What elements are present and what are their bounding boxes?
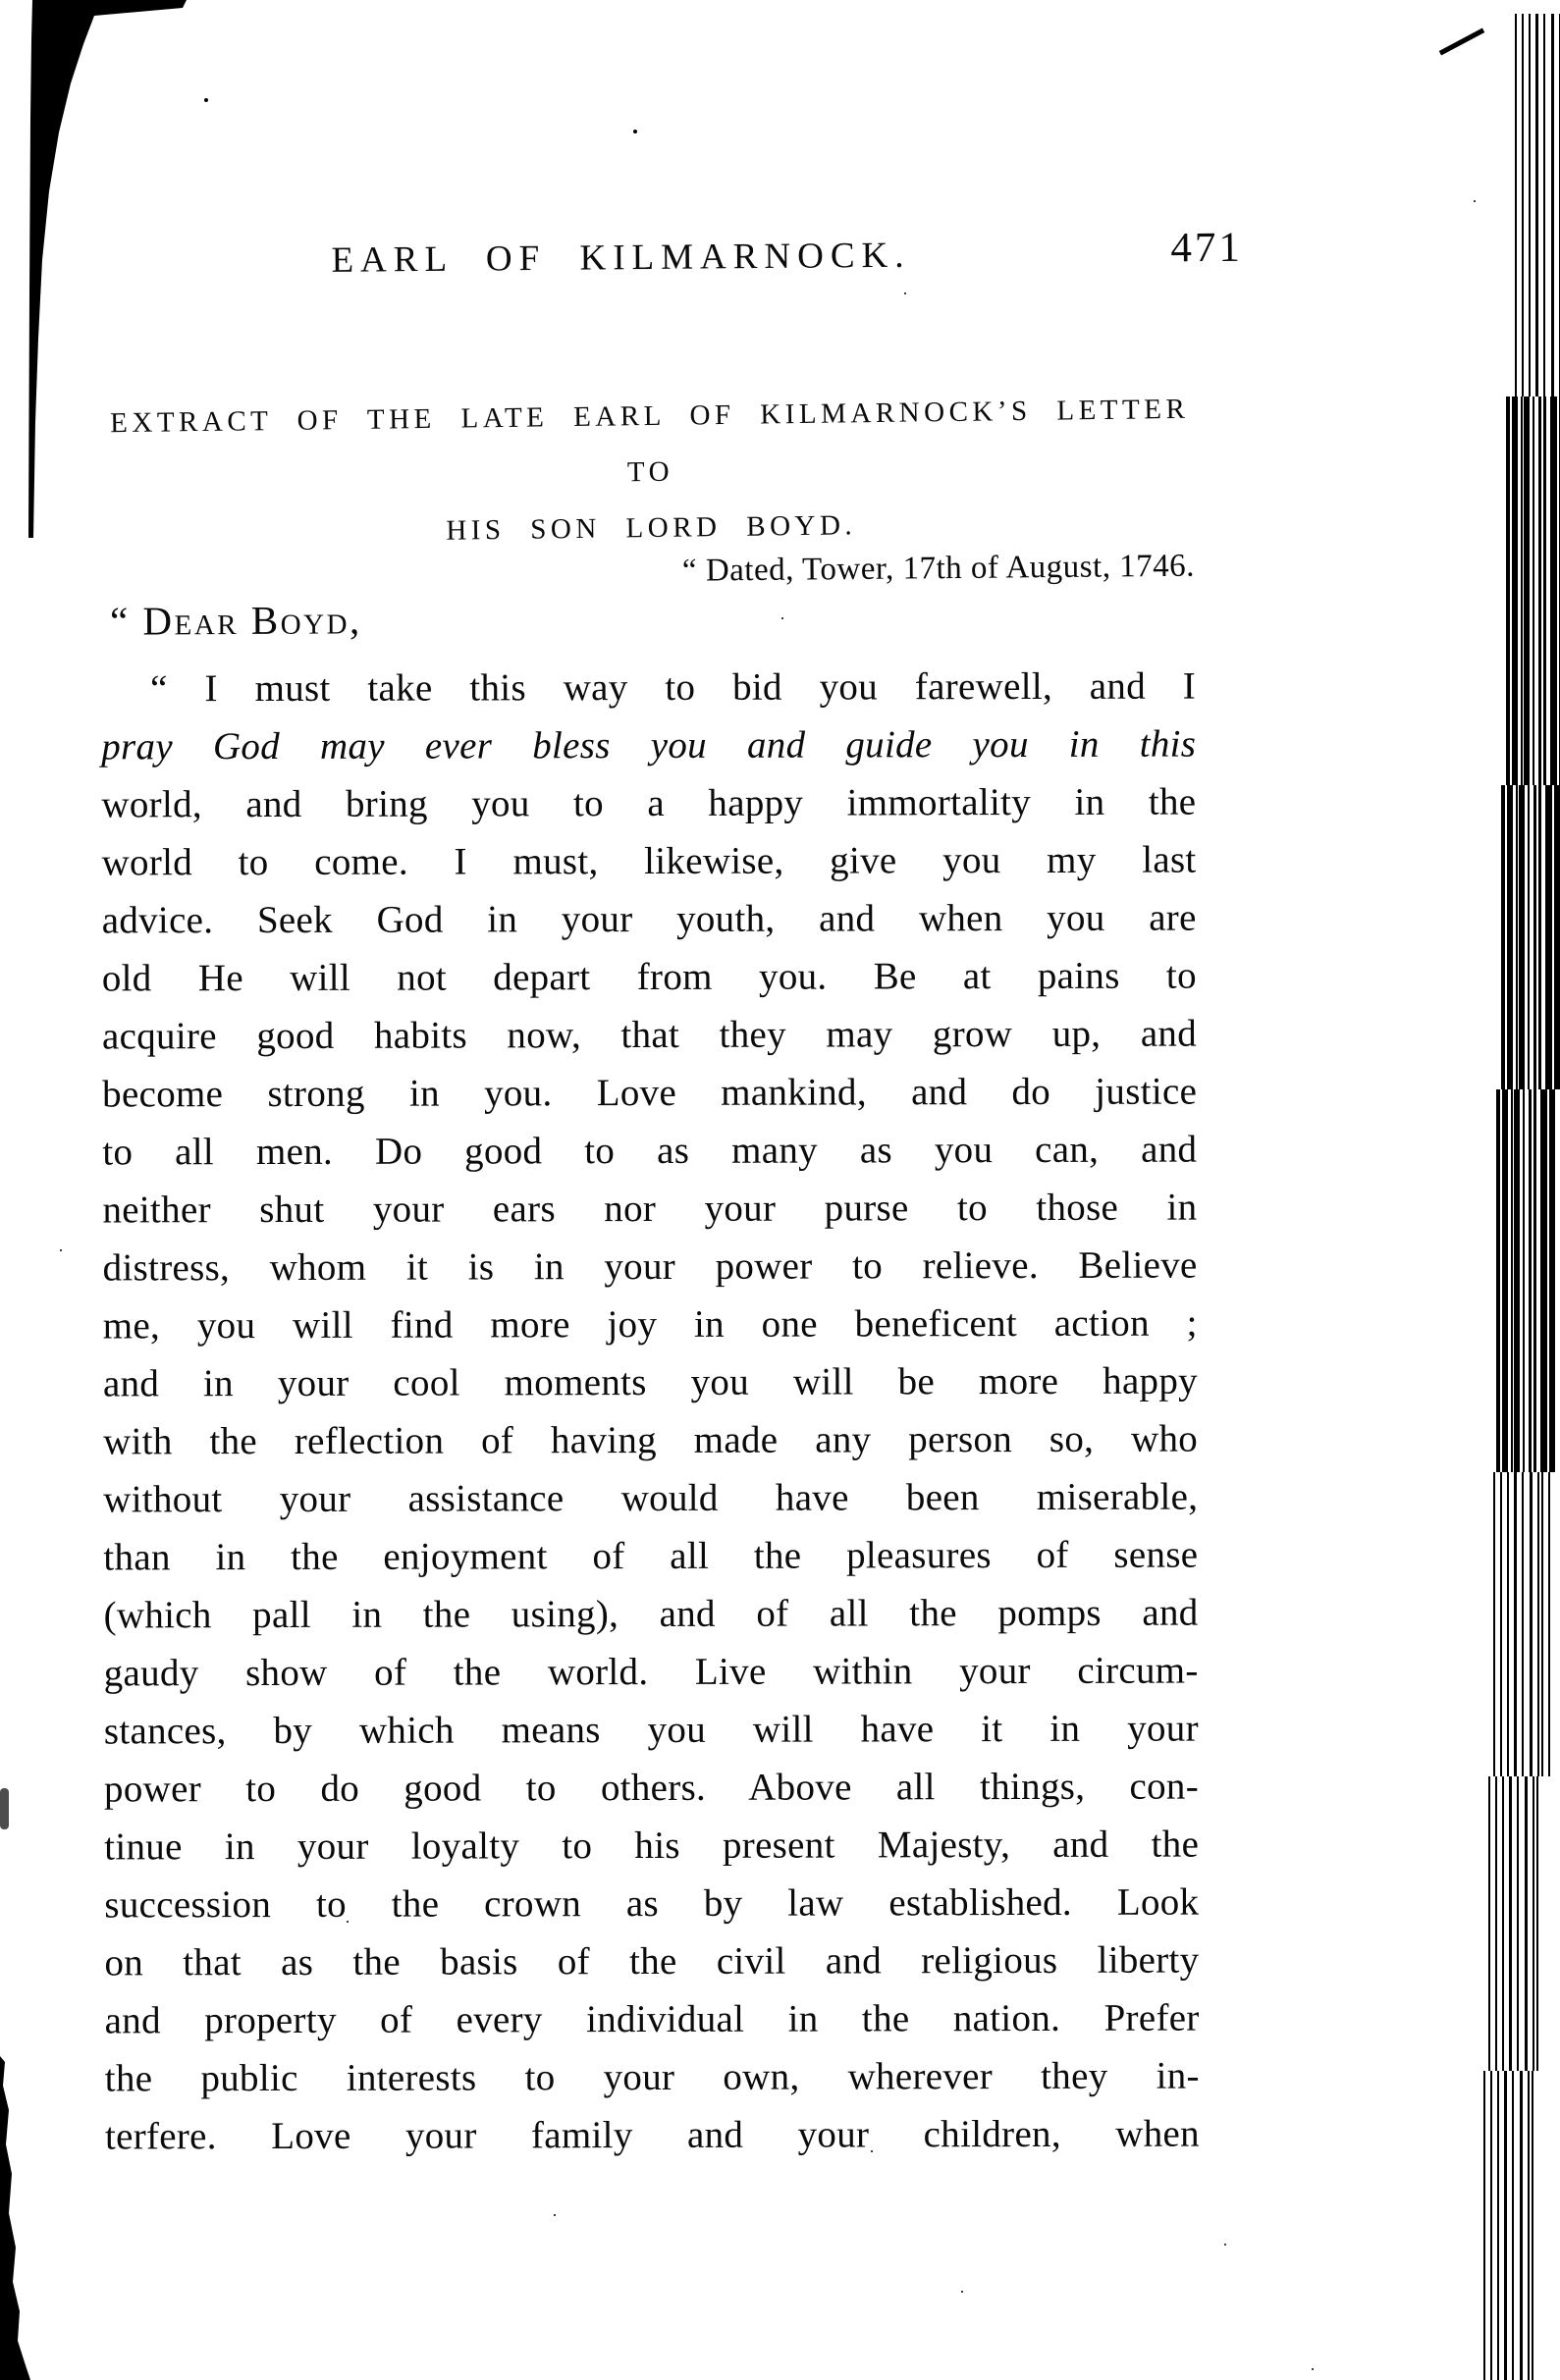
letter-line: gaudy show of the world. Live within your circum-: [103, 1649, 1199, 1695]
letter-heading: [102, 382, 1199, 564]
letter-line: neither shut your ears nor your purse to those in: [102, 1186, 1198, 1232]
letter-line: become strong in you. Love mankind, and do justice: [102, 1070, 1198, 1116]
letter-line: (which pall in the using), and of all the pomps and: [103, 1591, 1199, 1637]
letter-line: advice. Seek God in your youth, and when you are: [101, 896, 1197, 942]
scan-artifact-page-edges: [1481, 2071, 1535, 2380]
letter-line: world, and bring you to a happy immortality in the: [101, 780, 1197, 826]
scan-artifact-page-edges: [1513, 14, 1560, 397]
scan-artifact-left-blob: [0, 1788, 9, 1829]
letter-heading-line1: EXTRACT OF THE LATE EARL OF KILMARNOCK’S LETTER TO: [109, 393, 1190, 489]
letter-line: without your assistance would have been miserable,: [103, 1475, 1199, 1521]
running-header: [103, 224, 1244, 284]
scan-artifact-page-edges: [1501, 785, 1560, 1089]
letter-line: succession to the crown as by law established. Look: [104, 1880, 1200, 1927]
letter-line: on that as the basis of the civil and religious liberty: [104, 1938, 1200, 1984]
letter-line: pray God may ever bless you and guide you in this: [101, 722, 1197, 768]
letter-line: the public interests to your own, wherever they in-: [104, 2054, 1200, 2100]
letter-line: to all men. Do good to as many as you can, and: [102, 1128, 1198, 1174]
letter-line: terfere. Love your family and your children, when: [104, 2112, 1200, 2158]
page-number: 471: [1170, 224, 1244, 272]
letter-line: tinue in your loyalty to his present Majesty, and the: [104, 1823, 1200, 1869]
scan-artifact-speck-dots: [633, 130, 637, 133]
letter-line: than in the enjoyment of all the pleasures of sense: [103, 1533, 1199, 1579]
running-header-title: EARL OF KILMARNOCK.: [331, 235, 911, 281]
letter-salutation: “ Dear Boyd,: [109, 597, 362, 644]
letter-line: and property of every individual in the nation. Prefer: [104, 1996, 1200, 2042]
letter-line: me, you will find more joy in one beneficent action ;: [102, 1301, 1198, 1348]
scan-artifact-page-edges: [1506, 397, 1560, 785]
scan-artifact-page-edges: [1496, 1089, 1557, 1472]
scan-artifact-bottom-left-streak: [0, 2056, 33, 2380]
letter-heading-line2: HIS SON LORD BOYD.: [446, 509, 857, 547]
letter-line: distress, whom it is in your power to relieve. Believe: [102, 1243, 1198, 1290]
letter-line: with the reflection of having made any person so, who: [103, 1417, 1199, 1463]
letter-body: [101, 658, 1200, 2166]
scan-artifact-page-edges: [1486, 1776, 1543, 2071]
letter-dateline: “ Dated, Tower, 17th of August, 1746.: [681, 548, 1196, 589]
letter-line: old He will not depart from you. Be at pains to: [101, 954, 1197, 1000]
letter-line: “ I must take this way to bid you farewell, and I: [150, 664, 1197, 711]
letter-line: acquire good habits now, that they may grow up, and: [101, 1012, 1198, 1058]
letter-line: and in your cool moments you will be more happy: [102, 1359, 1198, 1405]
letter-line: power to do good to others. Above all things, con-: [103, 1765, 1200, 1811]
scan-artifact-page-edges: [1491, 1472, 1550, 1776]
letter-line: world to come. I must, likewise, give you my last: [101, 838, 1197, 884]
letter-line: stances, by which means you will have it in your: [103, 1707, 1199, 1753]
scan-artifact-corner-tick: [1439, 28, 1484, 56]
